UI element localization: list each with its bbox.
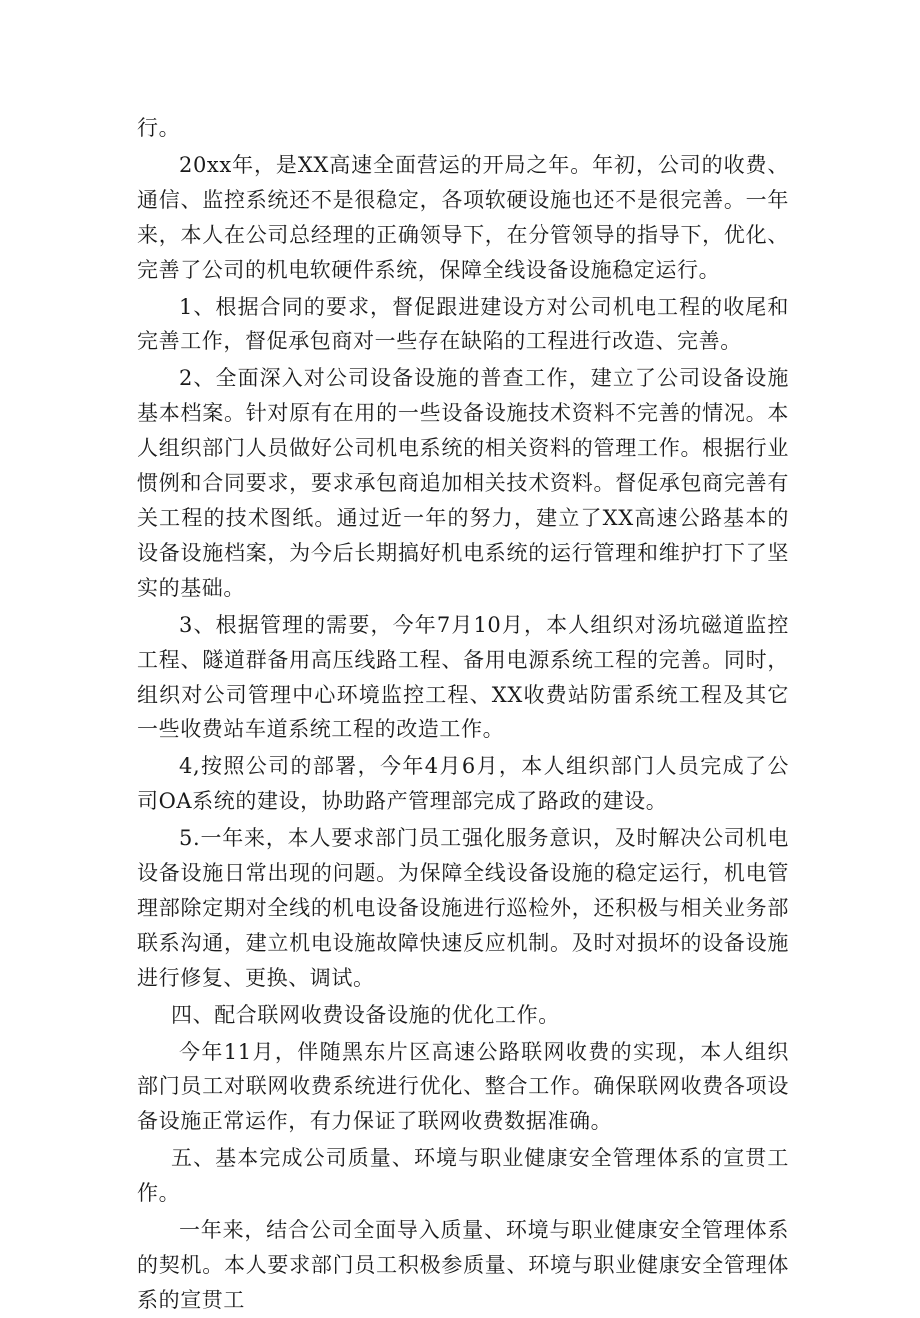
section-heading-4: 四、配合联网收费设备设施的优化工作。 xyxy=(171,1002,560,1027)
paragraph-item-1: 1、根据合同的要求，督促跟进建设方对公司机电工程的收尾和完善工作，督促承包商对一些存在缺陷的工程进行改造、完善。 xyxy=(137,294,789,354)
document-body xyxy=(137,111,789,1318)
section-heading-5: 五、基本完成公司质量、环境与职业健康安全管理体系的宣贯工作。 xyxy=(137,1146,789,1206)
paragraph-item-3: 3、根据管理的需要，今年7月10月，本人组织对汤坑磁道监控工程、隧道群备用高压线路工程、备用电源系统工程的完善。同时，组织对公司管理中心环境监控工程、XX收费站防雷系统工程及其它一些收费站车道系统工程的改造工作。 xyxy=(137,612,789,742)
paragraph-item-5: 5.一年来，本人要求部门员工强化服务意识，及时解决公司机电设备设施日常出现的问题。为保障全线设备设施的稳定运行，机电管理部除定期对全线的机电设备设施进行巡检外，还积极与相关业务部联系沟通，建立机电设施故障快速反应机制。及时对损坏的设备设施进行修复、更换、调试。 xyxy=(137,826,789,990)
paragraph-intro: 20xx年，是XX高速全面营运的开局之年。年初，公司的收费、通信、监控系统还不是很稳定，各项软硬设施也还不是很完善。一年来，本人在公司总经理的正确领导下，在分管领导的指导下，优化、完善了公司的机电软硬件系统，保障全线设备设施稳定运行。 xyxy=(137,152,789,282)
paragraph-item-2: 2、全面深入对公司设备设施的普查工作，建立了公司设备设施基本档案。针对原有在用的一些设备设施技术资料不完善的情况。本人组织部门人员做好公司机电系统的相关资料的管理工作。根据行业惯例和合同要求，要求承包商追加相关技术资料。督促承包商完善有关工程的技术图纸。通过近一年的努力，建立了XX高速公路基本的设备设施档案，为今后长期搞好机电系统的运行管理和维护打下了坚实的基础。 xyxy=(137,366,789,600)
paragraph-management-system: 一年来，结合公司全面导入质量、环境与职业健康安全管理体系的契机。本人要求部门员工积极参质量、环境与职业健康安全管理体系的宣贯工 xyxy=(137,1218,789,1312)
paragraph-network-toll: 今年11月，伴随黑东片区高速公路联网收费的实现，本人组织部门员工对联网收费系统进行优化、整合工作。确保联网收费各项设备设施正常运作，有力保证了联网收费数据准确。 xyxy=(137,1039,789,1134)
paragraph-item-4: 4,按照公司的部署，今年4月6月，本人组织部门人员完成了公司OA系统的建设，协助路产管理部完成了路政的建设。 xyxy=(137,754,789,814)
paragraph-continuation: 行。 xyxy=(137,116,181,140)
